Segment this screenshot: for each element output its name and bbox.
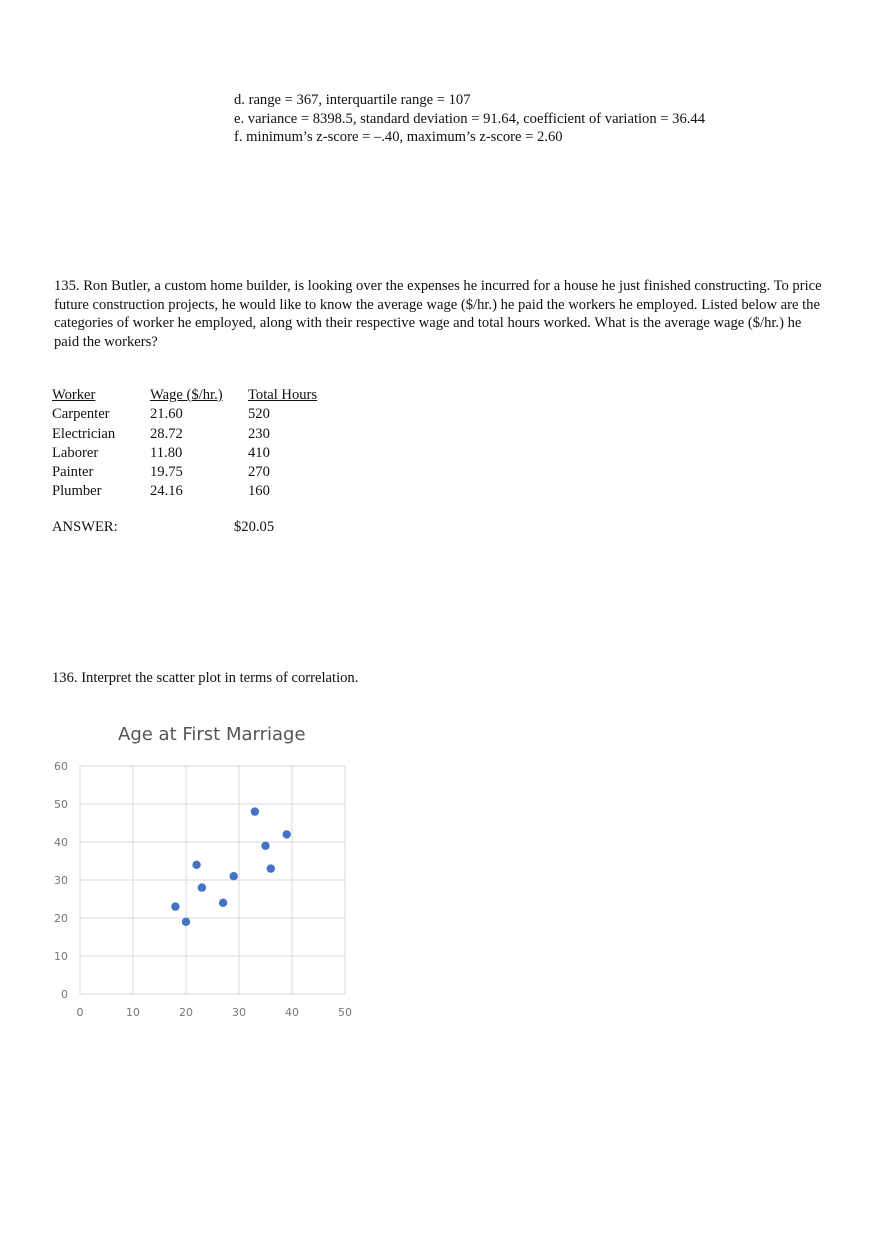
wage-table	[52, 387, 338, 503]
worker-cell: Painter	[52, 464, 94, 481]
y-tick-label: 50	[54, 798, 68, 811]
data-point	[182, 918, 190, 926]
data-point	[219, 899, 227, 907]
question-135-text: 135. Ron Butler, a custom home builder, is looking over the expenses he incurred for a house he just finished constructing. To price future construction projects, he would like to know the average wage ($/hr.) he paid the workers he employed. Listed below are the categories of worker he employed, along with their respective wage and total hours worked. What is the average wage ($/hr.) he paid the workers?	[54, 278, 822, 350]
data-point	[230, 872, 238, 880]
data-point	[267, 864, 275, 872]
table-row	[52, 445, 338, 464]
scatter-chart	[40, 752, 370, 1027]
answer-e: e. variance = 8398.5, standard deviation = 91.64, coefficient of variation = 36.44	[234, 111, 706, 127]
hours-cell: 160	[248, 483, 270, 500]
data-point	[198, 883, 206, 891]
worker-cell: Carpenter	[52, 406, 110, 423]
y-tick-label: 60	[54, 760, 68, 773]
worker-cell: Electrician	[52, 425, 116, 442]
x-tick-label: 10	[126, 1006, 140, 1019]
x-axis-ticks	[77, 1006, 353, 1019]
wage-cell: 24.16	[150, 483, 183, 500]
y-tick-label: 20	[54, 912, 68, 925]
header-wage: Wage ($/hr.)	[150, 387, 223, 403]
x-tick-label: 0	[76, 1006, 84, 1019]
wage-cell: 28.72	[150, 425, 183, 442]
x-tick-label: 50	[338, 1006, 352, 1019]
data-point	[192, 861, 200, 869]
answer-value: $20.05	[234, 519, 275, 535]
chart-grid	[80, 766, 345, 994]
y-tick-label: 40	[54, 836, 68, 849]
worker-cell: Plumber	[52, 483, 102, 500]
wage-cell: 19.75	[150, 464, 183, 481]
hours-cell: 270	[248, 464, 270, 481]
header-hours: Total Hours	[248, 387, 318, 403]
hours-cell: 520	[248, 406, 270, 423]
y-axis-ticks	[54, 760, 68, 1001]
x-tick-label: 30	[232, 1006, 246, 1019]
chart-title: Age at First Marriage	[118, 724, 306, 745]
table-row	[52, 464, 338, 483]
data-point	[261, 842, 269, 850]
question-136-text: 136. Interpret the scatter plot in terms of correlation.	[52, 670, 359, 686]
answer-label: ANSWER:	[52, 519, 118, 535]
data-point	[171, 902, 179, 910]
answer-d: d. range = 367, interquartile range = 107	[234, 92, 471, 108]
table-row	[52, 406, 338, 425]
worker-cell: Laborer	[52, 444, 99, 461]
header-worker: Worker	[52, 387, 96, 403]
wage-table-header	[52, 387, 338, 406]
answer-f: f. minimum’s z-score = –.40, maximum’s z-score = 2.60	[234, 129, 563, 145]
y-tick-label: 0	[61, 988, 68, 1001]
table-row	[52, 483, 338, 502]
data-point	[251, 807, 259, 815]
y-tick-label: 10	[54, 950, 68, 963]
chart-points	[171, 807, 291, 926]
y-tick-label: 30	[54, 874, 68, 887]
wage-cell: 11.80	[150, 444, 183, 461]
wage-cell: 21.60	[150, 406, 183, 423]
hours-cell: 410	[248, 444, 270, 461]
data-point	[283, 830, 291, 838]
x-tick-label: 20	[179, 1006, 193, 1019]
table-row	[52, 426, 338, 445]
hours-cell: 230	[248, 425, 270, 442]
x-tick-label: 40	[285, 1006, 299, 1019]
